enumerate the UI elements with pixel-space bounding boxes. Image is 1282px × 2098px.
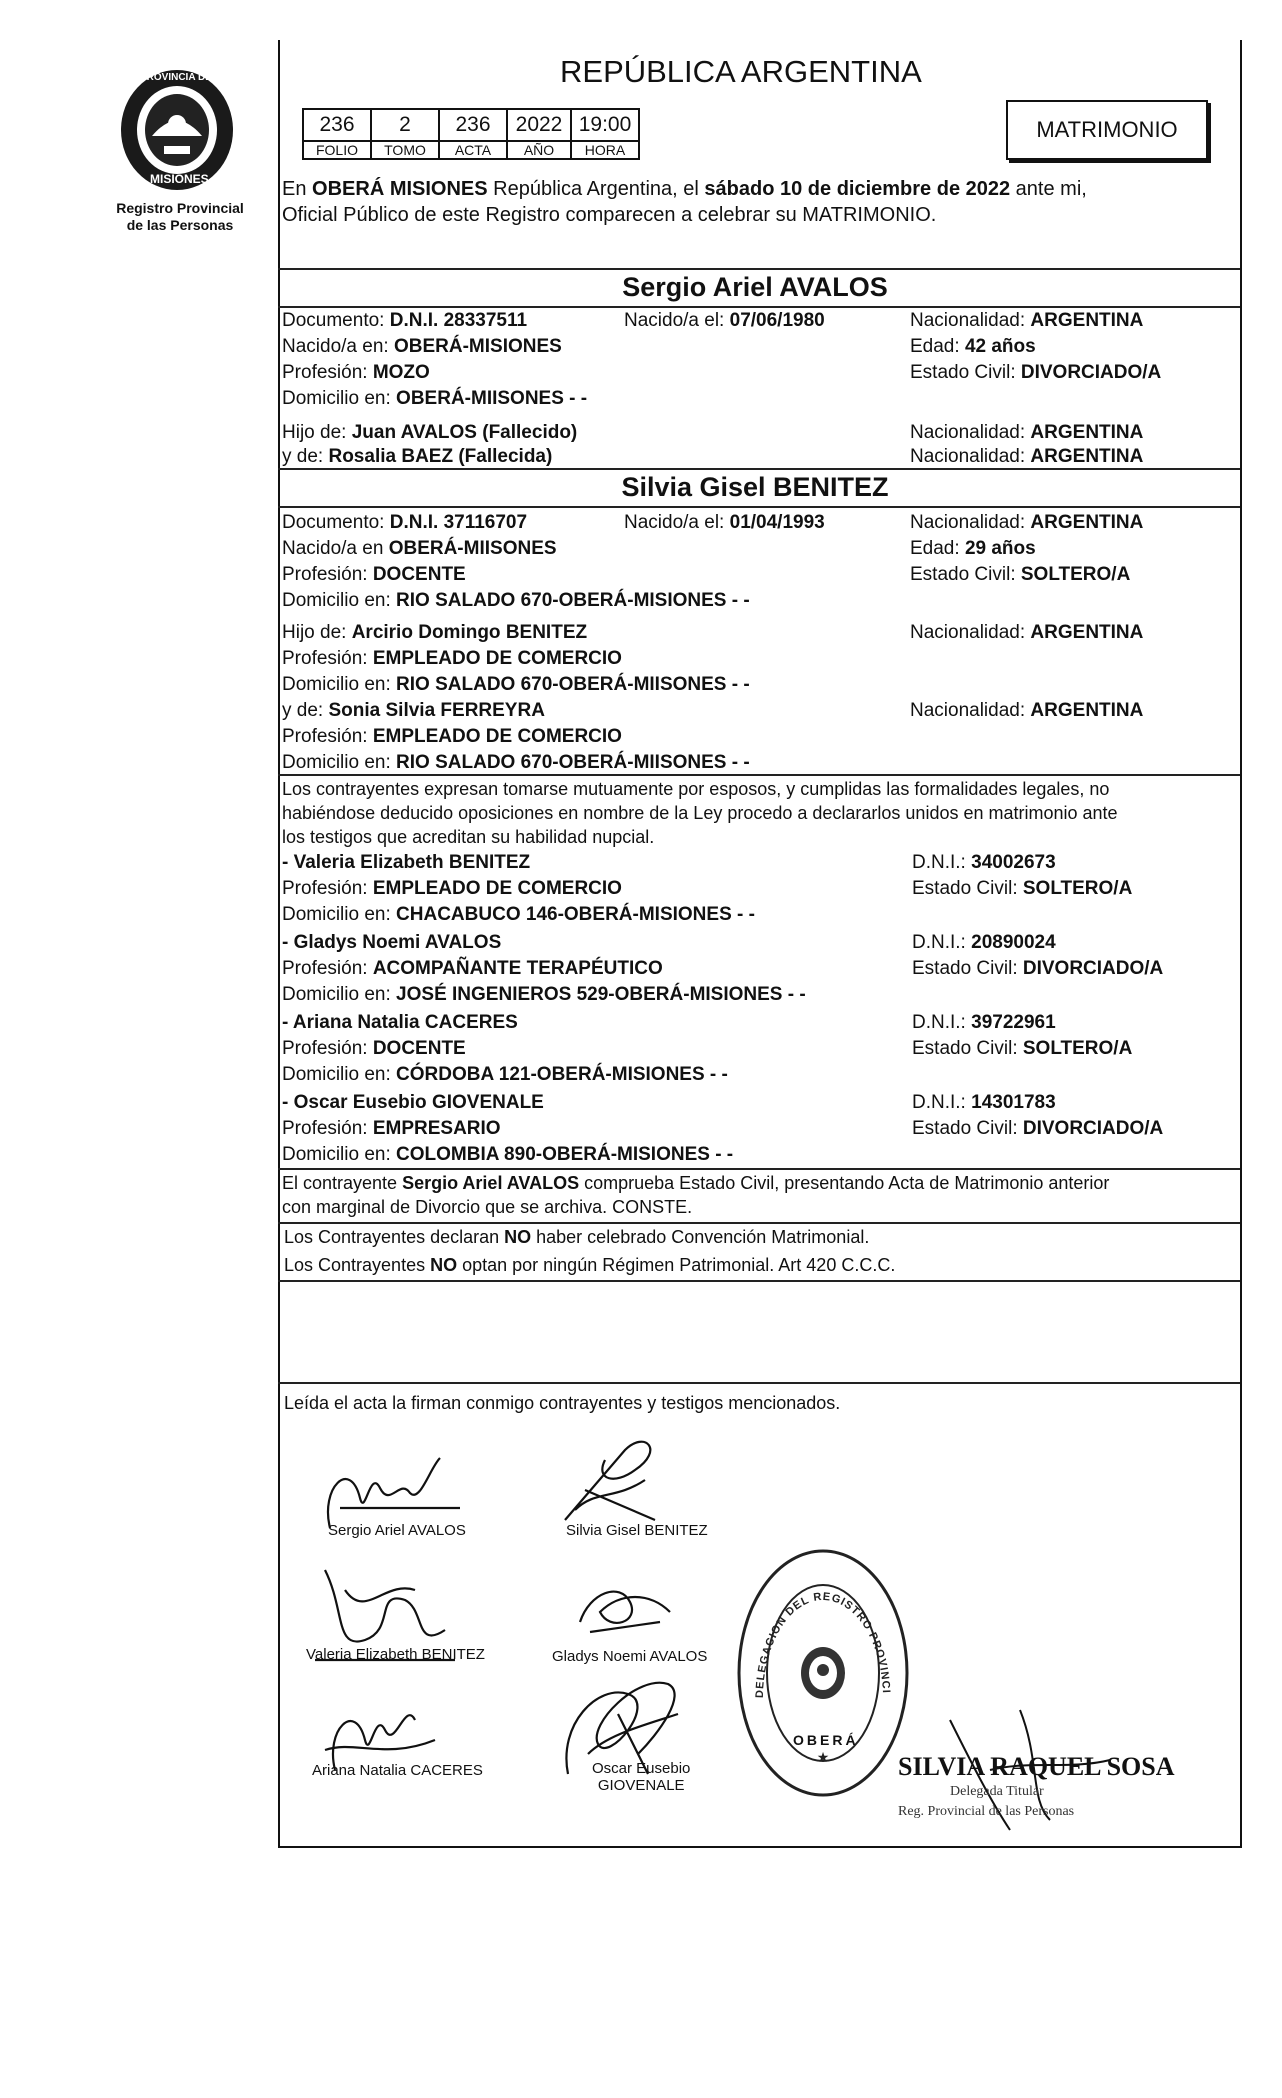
registry-name	[100, 200, 260, 234]
divider	[278, 268, 1240, 270]
witness-domicilio-text: Domicilio en:	[282, 1064, 397, 1085]
spouse2-nacionalidad: Nacionalidad: ARGENTINA	[910, 512, 1144, 533]
spouse2-padre-nac: Nacionalidad: ARGENTINA	[910, 622, 1144, 643]
intro-text: República Argentina, el	[487, 178, 705, 200]
intro-line2: Oficial Público de este Registro comparecen a celebrar su MATRIMONIO.	[282, 204, 937, 226]
hora-value: 19:00	[571, 109, 639, 141]
spouse2-edad: Edad: 29 años	[910, 538, 1036, 559]
witness-dni-text: 39722961	[971, 1012, 1056, 1033]
witness-dni	[912, 1012, 1056, 1034]
spouse1-domicilio: Domicilio en: OBERÁ-MIISONES - -	[282, 388, 588, 409]
signature-label-oscar	[592, 1760, 690, 1794]
witness-profesion	[282, 958, 663, 980]
logo-text-top: PROVINCIA DE	[140, 72, 212, 83]
spouse1-madre-nac: Nacionalidad: ARGENTINA	[910, 446, 1144, 467]
witness-domicilio-text: CÓRDOBA 121-OBERÁ-MISIONES - -	[396, 1064, 728, 1085]
record-meta-table	[302, 108, 640, 160]
official-title2: Reg. Provincial de las Personas	[898, 1804, 1075, 1819]
signature-gladys	[570, 1582, 680, 1642]
tomo-label: TOMO	[371, 141, 439, 159]
witness-civil	[912, 878, 1132, 900]
official-title1: Delegada Titular	[950, 1784, 1044, 1799]
witness-domicilio-text: JOSÉ INGENIEROS 529-OBERÁ-MISIONES - -	[396, 984, 806, 1005]
doc-type: MATRIMONIO	[1036, 117, 1178, 142]
divider	[278, 468, 1240, 470]
witness-domicilio-text: Domicilio en:	[282, 984, 397, 1005]
witness-civil-text: SOLTERO/A	[1022, 1038, 1133, 1059]
signature-label-gladys: Gladys Noemi AVALOS	[552, 1648, 708, 1665]
witness-dni-text: D.N.I.:	[912, 932, 972, 953]
official-name: SILVIA RAQUEL SOSA	[898, 1752, 1175, 1781]
witness-dni	[912, 852, 1056, 874]
spouse2-civil: Estado Civil: SOLTERO/A	[910, 564, 1131, 585]
stamp-bottom-text: OBERÁ	[793, 1732, 859, 1748]
spouse2-profesion: Profesión: DOCENTE	[282, 564, 466, 585]
declaration-line3: los testigos que acreditan su habilidad nupcial.	[282, 827, 655, 847]
province-seal-logo	[112, 66, 242, 194]
spouse1-profesion: Profesión: MOZO	[282, 362, 430, 383]
witness-profesion-text: Profesión:	[282, 1118, 373, 1139]
hora-label: HORA	[571, 141, 639, 159]
divider	[278, 1168, 1240, 1170]
convention-note: Los Contrayentes declaran NO haber celebrado Convención Matrimonial.	[284, 1227, 870, 1247]
page-title: REPÚBLICA ARGENTINA	[560, 54, 922, 89]
witness-name-text: - Ariana Natalia CACERES	[282, 1012, 518, 1033]
witness-civil	[912, 1118, 1163, 1140]
signature-label-valeria: Valeria Elizabeth BENITEZ	[306, 1646, 485, 1663]
intro-text: ante mi,	[1010, 178, 1087, 200]
spouse1-edad: Edad: 42 años	[910, 336, 1036, 357]
divider	[278, 1280, 1240, 1282]
doc-type-box	[1006, 100, 1208, 160]
spouse1-nacionalidad: Nacionalidad: ARGENTINA	[910, 310, 1144, 331]
civil-note-line2: con marginal de Divorcio que se archiva. CONSTE.	[282, 1197, 693, 1217]
spouse1-padre: Hijo de: Juan AVALOS (Fallecido)	[282, 422, 578, 443]
spouse2-madre: y de: Sonia Silvia FERREYRA	[282, 700, 545, 721]
registry-line2: de las Personas	[126, 217, 234, 233]
registry-stamp	[735, 1548, 911, 1798]
witness-domicilio-text: CHACABUCO 146-OBERÁ-MISIONES - -	[396, 904, 755, 925]
spouse2-name: Silvia Gisel BENITEZ	[621, 472, 889, 502]
intro-date: sábado 10 de diciembre de 2022	[704, 178, 1011, 200]
civil-note-line1: El contrayente Sergio Ariel AVALOS comprueba Estado Civil, presentando Acta de Matrimonio anterior	[282, 1173, 1110, 1193]
signature-label-oscar-1: Oscar Eusebio	[592, 1760, 691, 1777]
spouse2-documento: Documento: D.N.I. 37116707	[282, 512, 528, 533]
witness-name-text: - Gladys Noemi AVALOS	[282, 932, 502, 953]
witness-name	[282, 1092, 544, 1114]
witness-civil-text: DIVORCIADO/A	[1022, 958, 1164, 979]
witness-civil-text: Estado Civil:	[912, 958, 1023, 979]
spouse2-padre: Hijo de: Arcirio Domingo BENITEZ	[282, 622, 588, 643]
spouse2-nacido: Nacido/a el: 01/04/1993	[624, 512, 825, 533]
divider	[278, 1382, 1240, 1384]
witness-profesion-text: Profesión:	[282, 958, 373, 979]
ano-label: AÑO	[507, 141, 571, 159]
stamp-ring-text: DELEGACION DEL REGISTRO PROVINCI	[753, 1590, 892, 1699]
witness-profesion-text: DOCENTE	[372, 1038, 466, 1059]
spouse1-padre-nac: Nacionalidad: ARGENTINA	[910, 422, 1144, 443]
witness-name-text: - Oscar Eusebio GIOVENALE	[282, 1092, 544, 1113]
spouse2-madre-dom: Domicilio en: RIO SALADO 670-OBERÁ-MIISONES - -	[282, 752, 750, 773]
folio-value: 236	[303, 109, 371, 141]
witness-civil-text: Estado Civil:	[912, 878, 1023, 899]
tomo-value: 2	[371, 109, 439, 141]
witness-name-text: - Valeria Elizabeth BENITEZ	[282, 852, 531, 873]
divider	[278, 1222, 1240, 1224]
witness-profesion	[282, 1118, 501, 1140]
declaration-line2: habiéndose deducido oposiciones en nombre de la Ley procedo a declararlos unidos en matrimonio ante	[282, 803, 1118, 823]
logo-text-bottom: MISIONES	[150, 172, 209, 186]
witness-profesion-text: Profesión:	[282, 878, 373, 899]
witness-civil-text: DIVORCIADO/A	[1022, 1118, 1164, 1139]
witness-profesion	[282, 878, 622, 900]
spouse2-padre-dom: Domicilio en: RIO SALADO 670-OBERÁ-MIISONES - -	[282, 674, 750, 695]
witness-civil-text: SOLTERO/A	[1022, 878, 1133, 899]
witness-profesion-text: ACOMPAÑANTE TERAPÉUTICO	[372, 958, 663, 979]
witness-domicilio	[282, 1064, 728, 1086]
witness-civil-text: Estado Civil:	[912, 1118, 1023, 1139]
witness-dni-text: 34002673	[971, 852, 1056, 873]
witness-dni	[912, 932, 1056, 954]
signature-label-oscar-2: GIOVENALE	[597, 1777, 685, 1794]
witness-domicilio	[282, 984, 806, 1006]
spouse1-madre: y de: Rosalia BAEZ (Fallecida)	[282, 446, 553, 467]
spouse2-padre-prof: Profesión: EMPLEADO DE COMERCIO	[282, 648, 622, 669]
folio-label: FOLIO	[303, 141, 371, 159]
acta-value: 236	[439, 109, 507, 141]
intro-line1	[282, 178, 1087, 200]
witness-name	[282, 932, 501, 954]
signature-label-sergio: Sergio Ariel AVALOS	[328, 1522, 466, 1539]
spouse2-lugar: Nacido/a en OBERÁ-MIISONES	[282, 538, 557, 559]
registry-line1: Registro Provincial	[116, 200, 244, 216]
witness-dni-text: D.N.I.:	[912, 1092, 972, 1113]
intro-text: En	[282, 178, 313, 200]
witness-domicilio-text: COLOMBIA 890-OBERÁ-MISIONES - -	[396, 1144, 734, 1165]
witness-domicilio-text: Domicilio en:	[282, 904, 397, 925]
witness-profesion-text: Profesión:	[282, 1038, 373, 1059]
spouse1-civil: Estado Civil: DIVORCIADO/A	[910, 362, 1162, 383]
witness-dni-text: 20890024	[971, 932, 1056, 953]
signature-label-ariana: Ariana Natalia CACERES	[312, 1762, 483, 1779]
spouse2-domicilio: Domicilio en: RIO SALADO 670-OBERÁ-MISIONES - -	[282, 590, 750, 611]
witness-civil	[912, 958, 1163, 980]
divider	[278, 506, 1240, 508]
spouse1-name: Sergio Ariel AVALOS	[622, 272, 888, 302]
witness-dni-text: 14301783	[971, 1092, 1056, 1113]
divider	[278, 306, 1240, 308]
ano-value: 2022	[507, 109, 571, 141]
witness-name	[282, 1012, 518, 1034]
spouse1-documento: Documento: D.N.I. 28337511	[282, 310, 528, 331]
signature-label-silvia: Silvia Gisel BENITEZ	[566, 1522, 708, 1539]
witness-profesion	[282, 1038, 466, 1060]
closing-statement: Leída el acta la firman conmigo contrayentes y testigos mencionados.	[284, 1393, 841, 1413]
spouse1-lugar: Nacido/a en: OBERÁ-MISIONES	[282, 336, 562, 357]
witness-domicilio	[282, 1144, 733, 1166]
spouse2-madre-prof: Profesión: EMPLEADO DE COMERCIO	[282, 726, 622, 747]
declaration-line1: Los contrayentes expresan tomarse mutuamente por esposos, y cumplidas las formalidades legales, no	[282, 779, 1110, 799]
divider	[278, 774, 1240, 776]
witness-civil	[912, 1038, 1132, 1060]
witness-dni-text: D.N.I.:	[912, 1012, 972, 1033]
spouse2-madre-nac: Nacionalidad: ARGENTINA	[910, 700, 1144, 721]
witness-profesion-text: EMPLEADO DE COMERCIO	[372, 878, 622, 899]
acta-label: ACTA	[439, 141, 507, 159]
witness-dni-text: D.N.I.:	[912, 852, 972, 873]
witness-dni	[912, 1092, 1056, 1114]
witness-domicilio-text: Domicilio en:	[282, 1144, 397, 1165]
witness-civil-text: Estado Civil:	[912, 1038, 1023, 1059]
witness-name	[282, 852, 530, 874]
witness-profesion-text: EMPRESARIO	[372, 1118, 501, 1139]
witness-domicilio	[282, 904, 755, 926]
regime-note: Los Contrayentes NO optan por ningún Régimen Patrimonial. Art 420 C.C.C.	[284, 1255, 896, 1275]
signature-silvia	[555, 1430, 675, 1530]
svg-text:★: ★	[816, 1749, 830, 1765]
spouse1-nacido: Nacido/a el: 07/06/1980	[624, 310, 825, 331]
intro-place: OBERÁ MISIONES	[312, 178, 488, 200]
